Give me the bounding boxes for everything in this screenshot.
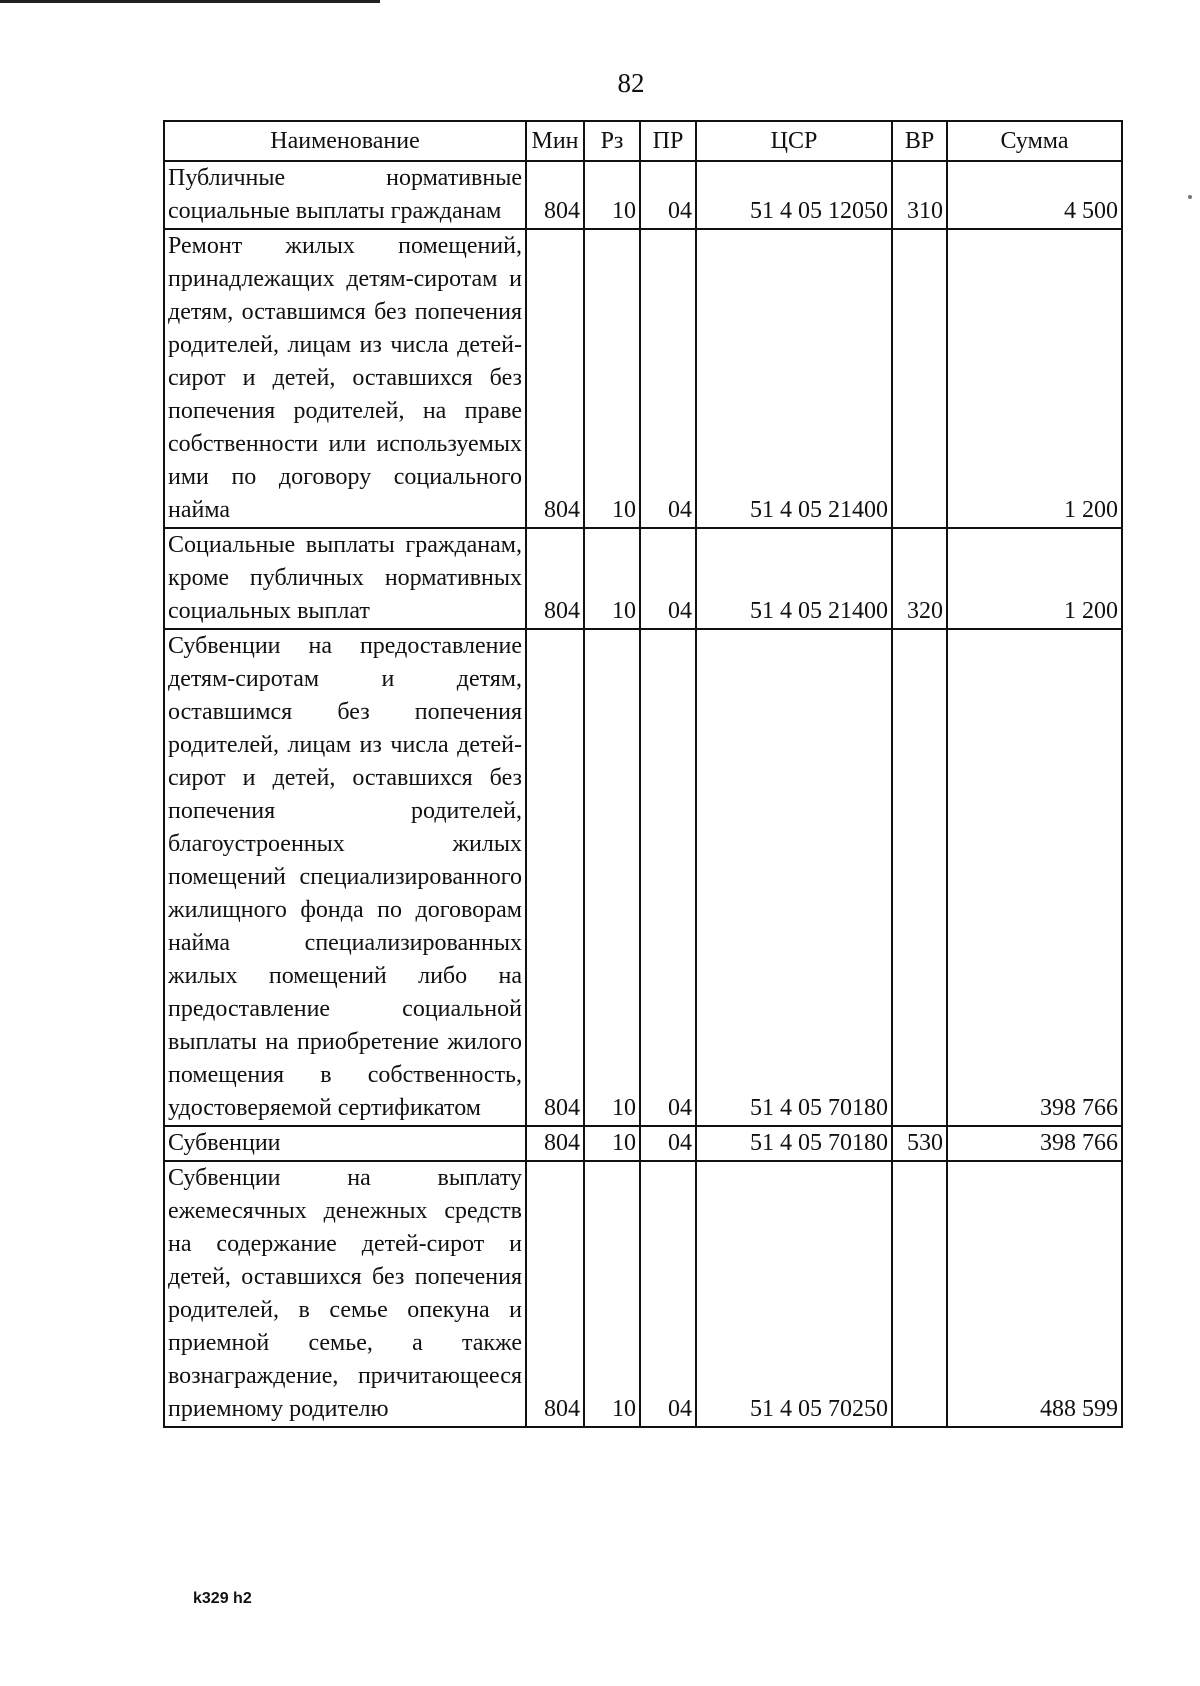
row-sum: 1 200 <box>947 229 1122 528</box>
row-sum: 4 500 <box>947 161 1122 229</box>
row-sum: 488 599 <box>947 1161 1122 1427</box>
row-rz: 10 <box>584 229 640 528</box>
row-vr <box>892 1161 947 1427</box>
row-name: Субвенции <box>164 1126 526 1161</box>
table-row <box>164 229 1122 528</box>
row-sum: 398 766 <box>947 629 1122 1126</box>
row-rz: 10 <box>584 1126 640 1161</box>
row-min: 804 <box>526 229 584 528</box>
header-pr: ПР <box>640 121 696 161</box>
header-min: Мин <box>526 121 584 161</box>
top-rule <box>0 0 380 3</box>
row-name: Ремонт жилых помещений, принадлежащих детям-сиротам и детям, оставшимся без попечения родителей, лицам из числа детей-сирот и детей, оставшихся без попечения родителей, на праве собственности или используемых ими по договору социального найма <box>164 229 526 528</box>
row-min: 804 <box>526 1126 584 1161</box>
row-name: Социальные выплаты гражданам, кроме публичных нормативных социальных выплат <box>164 528 526 629</box>
table-row <box>164 629 1122 1126</box>
footer-code: k329 h2 <box>193 1590 252 1607</box>
row-min: 804 <box>526 629 584 1126</box>
row-min: 804 <box>526 528 584 629</box>
header-sum: Сумма <box>947 121 1122 161</box>
row-csr: 51 4 05 70250 <box>696 1161 892 1427</box>
row-pr: 04 <box>640 1126 696 1161</box>
row-vr <box>892 629 947 1126</box>
row-vr: 320 <box>892 528 947 629</box>
row-pr: 04 <box>640 629 696 1126</box>
row-pr: 04 <box>640 1161 696 1427</box>
row-vr <box>892 229 947 528</box>
row-name: Субвенции на выплату ежемесячных денежных средств на содержание детей-сирот и детей, оставшихся без попечения родителей, в семье опекуна и приемной семье, а также вознаграждение, причитающееся приемному родителю <box>164 1161 526 1427</box>
row-csr: 51 4 05 21400 <box>696 229 892 528</box>
row-rz: 10 <box>584 528 640 629</box>
row-sum: 398 766 <box>947 1126 1122 1161</box>
row-pr: 04 <box>640 528 696 629</box>
row-pr: 04 <box>640 229 696 528</box>
row-csr: 51 4 05 70180 <box>696 629 892 1126</box>
row-min: 804 <box>526 1161 584 1427</box>
row-name: Публичные нормативные социальные выплаты гражданам <box>164 161 526 229</box>
row-vr: 530 <box>892 1126 947 1161</box>
row-csr: 51 4 05 12050 <box>696 161 892 229</box>
row-rz: 10 <box>584 1161 640 1427</box>
row-rz: 10 <box>584 161 640 229</box>
scan-speck <box>1188 195 1192 199</box>
header-row <box>164 121 1122 161</box>
budget-table <box>163 120 1123 1428</box>
row-min: 804 <box>526 161 584 229</box>
row-sum: 1 200 <box>947 528 1122 629</box>
header-vr: ВР <box>892 121 947 161</box>
table-row <box>164 1161 1122 1427</box>
row-rz: 10 <box>584 629 640 1126</box>
header-csr: ЦСР <box>696 121 892 161</box>
table-row <box>164 161 1122 229</box>
row-name: Субвенции на предоставление детям-сиротам и детям, оставшимся без попечения родителей, лицам из числа детей-сирот и детей, оставшихся без попечения родителей, благоустроенных жилых помещений специализированного жилищного фонда по договорам найма специализированных жилых помещений либо на предоставление социальной выплаты на приобретение жилого помещения в собственность, удостоверяемой сертификатом <box>164 629 526 1126</box>
row-pr: 04 <box>640 161 696 229</box>
table-row <box>164 528 1122 629</box>
row-vr: 310 <box>892 161 947 229</box>
header-rz: Рз <box>584 121 640 161</box>
row-csr: 51 4 05 21400 <box>696 528 892 629</box>
row-csr: 51 4 05 70180 <box>696 1126 892 1161</box>
header-name: Наименование <box>164 121 526 161</box>
table-row <box>164 1126 1122 1161</box>
page-number: 82 <box>617 68 645 98</box>
